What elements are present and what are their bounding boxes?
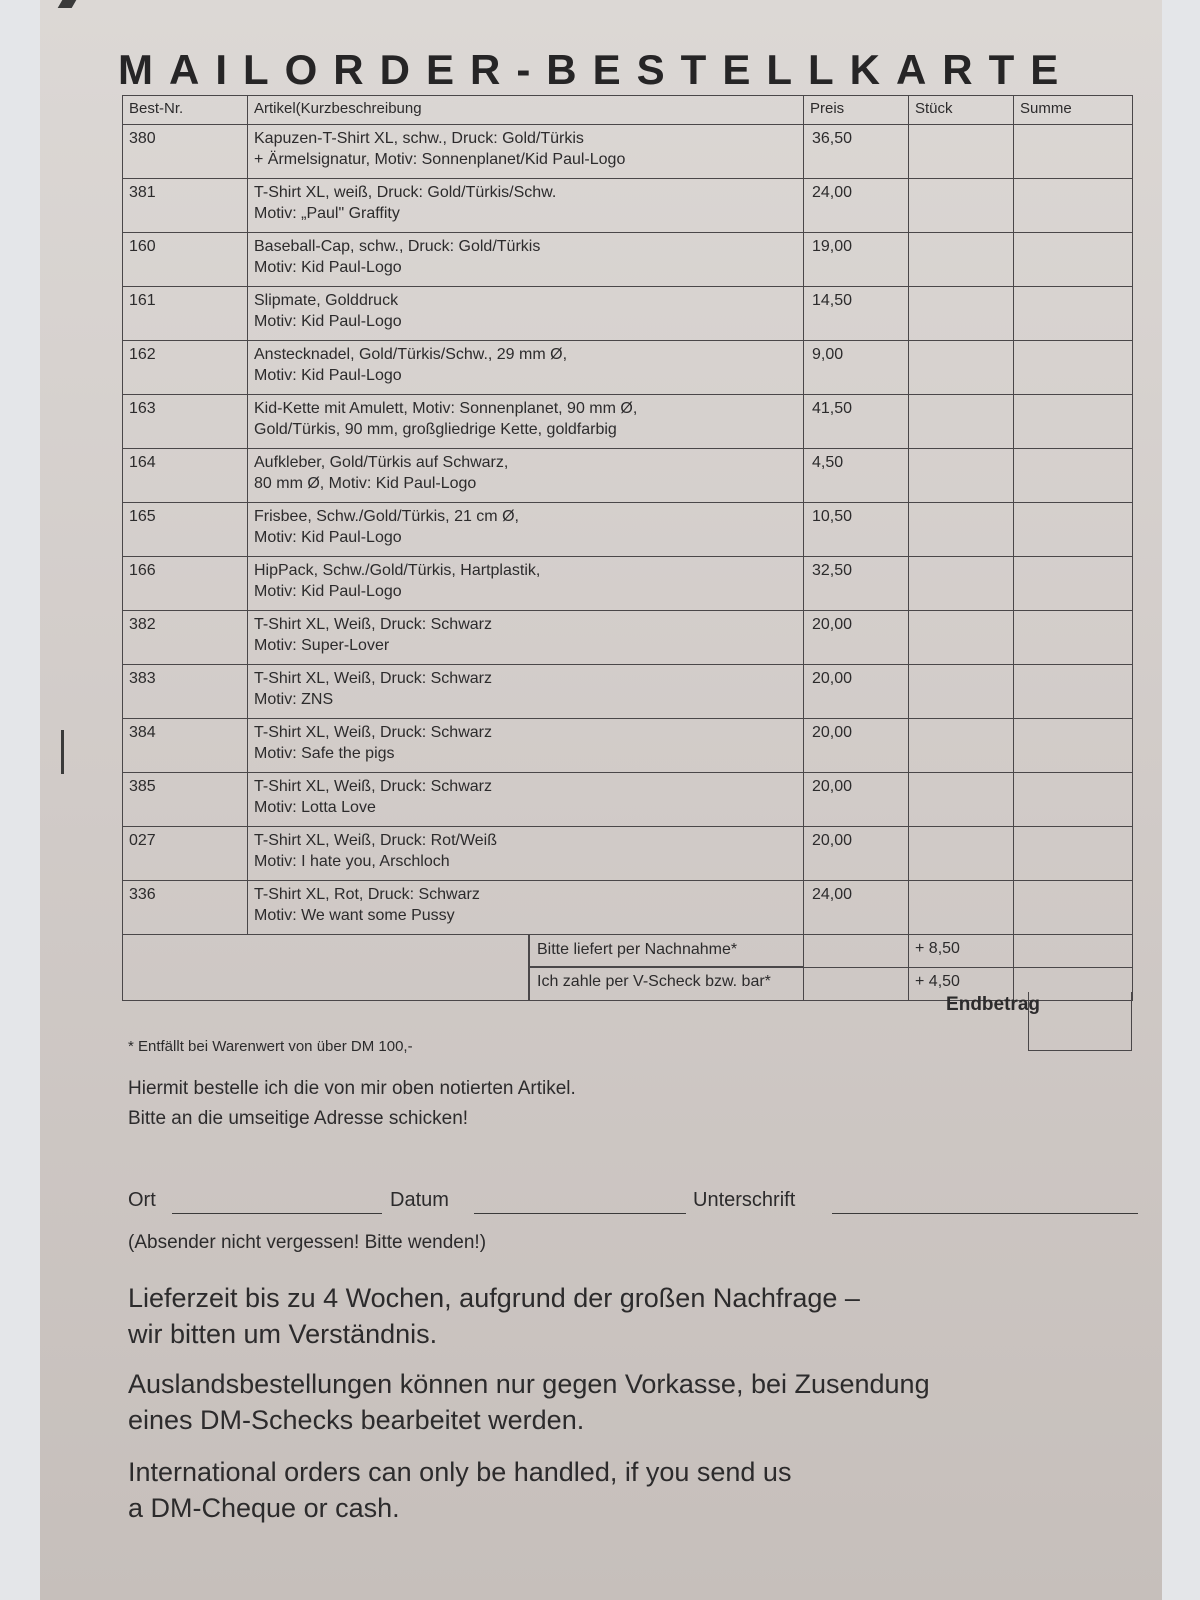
item-qty-field[interactable] [909, 125, 1014, 179]
item-price: 20,00 [804, 665, 909, 719]
item-number: 162 [123, 341, 248, 395]
item-description-line-2: Motiv: We want some Pussy [254, 907, 455, 924]
item-description-line-2: Motiv: Kid Paul-Logo [254, 583, 402, 600]
item-description-line-1: HipPack, Schw./Gold/Türkis, Hartplastik, [254, 562, 541, 579]
item-qty-field[interactable] [909, 179, 1014, 233]
order-confirmation [128, 1074, 576, 1134]
confirm-line-1: Hiermit bestelle ich die von mir oben notierten Artikel. [128, 1078, 576, 1099]
item-description [248, 503, 804, 557]
item-description-line-1: T-Shirt XL, Weiß, Druck: Schwarz [254, 778, 492, 795]
item-row [123, 719, 1133, 773]
item-number: 382 [123, 611, 248, 665]
header-row [123, 96, 1133, 125]
item-description [248, 179, 804, 233]
item-number: 164 [123, 449, 248, 503]
col-header-sum: Summe [1014, 96, 1133, 125]
datum-label: Datum [390, 1189, 449, 1211]
item-sum-field[interactable] [1014, 233, 1133, 287]
item-number: 161 [123, 287, 248, 341]
shipping-label-cod: Bitte liefert per Nachnahme* [537, 941, 738, 958]
item-sum-field[interactable] [1014, 125, 1133, 179]
item-description-line-2: Motiv: „Paul" Graffity [254, 205, 400, 222]
shipping-fee-cod: + 8,50 [909, 935, 1014, 968]
foreign-line-2: eines DM-Schecks bearbeitet werden. [128, 1405, 585, 1435]
item-number: 381 [123, 179, 248, 233]
item-qty-field[interactable] [909, 719, 1014, 773]
item-description-line-2: 80 mm Ø, Motiv: Kid Paul-Logo [254, 475, 477, 492]
item-sum-field[interactable] [1014, 881, 1133, 935]
item-description-line-1: T-Shirt XL, Weiß, Druck: Rot/Weiß [254, 832, 498, 849]
item-price: 9,00 [804, 341, 909, 395]
item-description-line-1: T-Shirt XL, Weiß, Druck: Schwarz [254, 670, 492, 687]
item-description [248, 341, 804, 395]
shipping-row-cod [123, 935, 1133, 968]
item-row [123, 773, 1133, 827]
item-number: 165 [123, 503, 248, 557]
foreign-line-1: Auslandsbestellungen können nur gegen Vorkasse, bei Zusendung [128, 1369, 930, 1399]
item-qty-field[interactable] [909, 503, 1014, 557]
total-field[interactable] [1028, 992, 1132, 1051]
item-description-line-1: T-Shirt XL, Weiß, Druck: Schwarz [254, 616, 492, 633]
shipping-label-cell-cod [804, 935, 909, 968]
item-sum-field[interactable] [1014, 179, 1133, 233]
item-number: 027 [123, 827, 248, 881]
item-description [248, 881, 804, 935]
item-description [248, 449, 804, 503]
delivery-line-1: Lieferzeit bis zu 4 Wochen, aufgrund der großen Nachfrage – [128, 1283, 860, 1313]
item-number: 383 [123, 665, 248, 719]
item-sum-field[interactable] [1014, 449, 1133, 503]
intl-line-1: International orders can only be handled, if you send us [128, 1457, 792, 1487]
delivery-line-2: wir bitten um Verständnis. [128, 1319, 438, 1349]
signature-row [128, 1189, 1138, 1221]
item-price: 36,50 [804, 125, 909, 179]
item-number: 385 [123, 773, 248, 827]
item-price: 20,00 [804, 719, 909, 773]
item-number: 384 [123, 719, 248, 773]
col-header-price: Preis [804, 96, 909, 125]
item-row [123, 341, 1133, 395]
item-description-line-1: T-Shirt XL, Weiß, Druck: Schwarz [254, 724, 492, 741]
item-description-line-2: + Ärmelsignatur, Motiv: Sonnenplanet/Kid Paul-Logo [254, 151, 626, 168]
ort-label: Ort [128, 1189, 156, 1211]
item-sum-field[interactable] [1014, 341, 1133, 395]
item-sum-field[interactable] [1014, 773, 1133, 827]
item-price: 19,00 [804, 233, 909, 287]
item-sum-field[interactable] [1014, 827, 1133, 881]
col-header-article: Artikel(Kurzbeschreibung [248, 96, 804, 125]
item-qty-field[interactable] [909, 881, 1014, 935]
shipping-sum-cod[interactable] [1014, 935, 1133, 968]
item-qty-field[interactable] [909, 827, 1014, 881]
item-qty-field[interactable] [909, 557, 1014, 611]
item-price: 20,00 [804, 773, 909, 827]
item-row [123, 557, 1133, 611]
item-price: 32,50 [804, 557, 909, 611]
item-row [123, 125, 1133, 179]
order-table [122, 95, 1133, 1001]
item-description-line-1: Slipmate, Golddruck [254, 292, 399, 309]
item-sum-field[interactable] [1014, 287, 1133, 341]
item-row [123, 233, 1133, 287]
card-title: MAILORDER-BESTELLKARTE [118, 46, 1075, 93]
col-header-nr: Best-Nr. [123, 96, 248, 125]
item-description-line-2: Motiv: Lotta Love [254, 799, 376, 816]
item-qty-field[interactable] [909, 449, 1014, 503]
item-price: 14,50 [804, 287, 909, 341]
item-description [248, 557, 804, 611]
item-description-line-1: Frisbee, Schw./Gold/Türkis, 21 cm Ø, [254, 508, 519, 525]
item-price: 20,00 [804, 611, 909, 665]
item-description [248, 665, 804, 719]
item-description-line-1: Anstecknadel, Gold/Türkis/Schw., 29 mm Ø, [254, 346, 568, 363]
item-number: 336 [123, 881, 248, 935]
item-price: 24,00 [804, 179, 909, 233]
item-price: 10,50 [804, 503, 909, 557]
item-price: 20,00 [804, 827, 909, 881]
item-description-line-1: Aufkleber, Gold/Türkis auf Schwarz, [254, 454, 509, 471]
item-number: 166 [123, 557, 248, 611]
item-price: 41,50 [804, 395, 909, 449]
item-row [123, 287, 1133, 341]
item-description-line-2: Motiv: ZNS [254, 691, 334, 708]
item-description-line-2: Motiv: Kid Paul-Logo [254, 367, 402, 384]
total-label: Endbetrag [946, 994, 1040, 1015]
item-description-line-2: Motiv: Kid Paul-Logo [254, 529, 402, 546]
item-description-line-1: T-Shirt XL, weiß, Druck: Gold/Türkis/Schw. [254, 184, 557, 201]
item-row [123, 611, 1133, 665]
item-description-line-2: Motiv: Super-Lover [254, 637, 390, 654]
item-number: 160 [123, 233, 248, 287]
confirm-line-2: Bitte an die umseitige Adresse schicken! [128, 1108, 469, 1129]
item-number: 163 [123, 395, 248, 449]
item-description-line-1: Baseball-Cap, schw., Druck: Gold/Türkis [254, 238, 541, 255]
edge-mark [61, 730, 64, 774]
delivery-notice [128, 1280, 860, 1352]
shipping-fee-cheque: + 4,50 [909, 968, 1014, 1001]
item-row [123, 665, 1133, 719]
item-qty-field[interactable] [909, 395, 1014, 449]
item-description-line-2: Motiv: I hate you, Arschloch [254, 853, 450, 870]
item-sum-field[interactable] [1014, 665, 1133, 719]
item-qty-field[interactable] [909, 287, 1014, 341]
item-price: 24,00 [804, 881, 909, 935]
unterschrift-label: Unterschrift [693, 1189, 796, 1211]
item-row [123, 179, 1133, 233]
item-row [123, 449, 1133, 503]
item-description-line-2: Gold/Türkis, 90 mm, großgliedrige Kette, goldfarbig [254, 421, 617, 438]
item-description [248, 719, 804, 773]
signature-field[interactable] [832, 1213, 1138, 1214]
item-description-line-2: Motiv: Kid Paul-Logo [254, 313, 402, 330]
item-description-line-1: Kid-Kette mit Amulett, Motiv: Sonnenplanet, 90 mm Ø, [254, 400, 638, 417]
item-description-line-1: Kapuzen-T-Shirt XL, schw., Druck: Gold/Türkis [254, 130, 584, 147]
footnote: * Entfällt bei Warenwert von über DM 100,- [128, 1038, 413, 1055]
datum-field[interactable] [474, 1213, 686, 1214]
item-sum-field[interactable] [1014, 503, 1133, 557]
shipping-blank [123, 935, 804, 1001]
item-description-line-2: Motiv: Safe the pigs [254, 745, 395, 762]
ort-field[interactable] [172, 1213, 382, 1214]
item-sum-field[interactable] [1014, 719, 1133, 773]
item-row [123, 881, 1133, 935]
shipping-label-cheque: Ich zahle per V-Scheck bzw. bar* [537, 973, 771, 990]
international-notice [128, 1454, 791, 1526]
item-description [248, 611, 804, 665]
item-description-line-1: T-Shirt XL, Rot, Druck: Schwarz [254, 886, 480, 903]
item-qty-field[interactable] [909, 233, 1014, 287]
item-row [123, 503, 1133, 557]
sender-hint: (Absender nicht vergessen! Bitte wenden!) [128, 1232, 487, 1253]
item-description [248, 233, 804, 287]
item-description [248, 125, 804, 179]
item-row [123, 827, 1133, 881]
intl-line-2: a DM-Cheque or cash. [128, 1493, 400, 1523]
item-qty-field[interactable] [909, 341, 1014, 395]
item-number: 380 [123, 125, 248, 179]
item-description [248, 773, 804, 827]
item-description [248, 287, 804, 341]
item-price: 4,50 [804, 449, 909, 503]
col-header-qty: Stück [909, 96, 1014, 125]
item-row [123, 395, 1133, 449]
item-description [248, 395, 804, 449]
item-sum-field[interactable] [1014, 557, 1133, 611]
item-description-line-2: Motiv: Kid Paul-Logo [254, 259, 402, 276]
item-qty-field[interactable] [909, 611, 1014, 665]
item-description [248, 827, 804, 881]
item-qty-field[interactable] [909, 665, 1014, 719]
item-sum-field[interactable] [1014, 395, 1133, 449]
foreign-notice [128, 1366, 930, 1438]
item-qty-field[interactable] [909, 773, 1014, 827]
item-sum-field[interactable] [1014, 611, 1133, 665]
